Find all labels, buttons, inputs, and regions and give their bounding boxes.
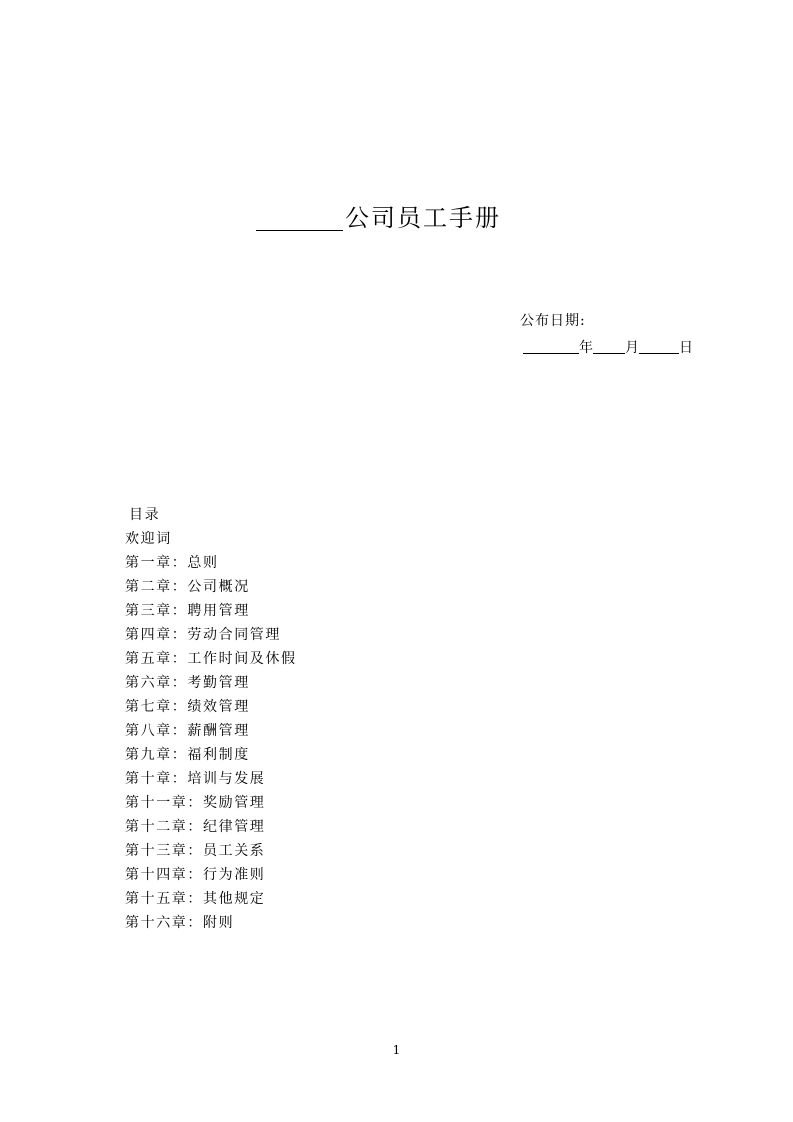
month-unit: 月 xyxy=(625,340,639,356)
toc-item: 第十二章：纪律管理 xyxy=(125,819,266,835)
toc-item: 第三章：聘用管理 xyxy=(125,603,250,619)
toc-item: 第五章：工作时间及休假 xyxy=(125,651,297,667)
document-title xyxy=(256,200,501,236)
publish-date-fields xyxy=(523,336,693,358)
publish-date-label: 公布日期: xyxy=(520,313,586,329)
toc-item: 第八章：薪酬管理 xyxy=(125,723,250,739)
toc-item: 第九章：福利制度 xyxy=(125,747,250,763)
toc-item: 第七章：绩效管理 xyxy=(125,699,250,715)
toc-item: 第十六章：附则 xyxy=(125,915,235,931)
toc-item: 第十五章：其他规定 xyxy=(125,891,266,907)
toc-item: 第十一章：奖励管理 xyxy=(125,795,266,811)
toc-item: 第十章：培训与发展 xyxy=(125,771,266,787)
document-title-text: 公司员工手册 xyxy=(345,204,501,232)
page-number: 1 xyxy=(392,1043,401,1057)
day-blank xyxy=(639,337,679,354)
toc-item: 第四章：劳动合同管理 xyxy=(125,627,281,643)
toc-item: 第十四章：行为准则 xyxy=(125,867,266,883)
year-unit: 年 xyxy=(579,340,593,356)
toc-heading: 目录 xyxy=(129,507,161,523)
year-blank xyxy=(523,337,579,354)
day-unit: 日 xyxy=(679,340,693,356)
month-blank xyxy=(593,337,625,354)
toc-item: 第二章：公司概况 xyxy=(125,579,250,595)
company-name-blank xyxy=(256,202,343,231)
toc-item: 第一章：总则 xyxy=(125,555,219,571)
toc-item: 第六章：考勤管理 xyxy=(125,675,250,691)
toc-item: 欢迎词 xyxy=(125,531,172,547)
toc-item: 第十三章：员工关系 xyxy=(125,843,266,859)
table-of-contents xyxy=(125,503,297,935)
